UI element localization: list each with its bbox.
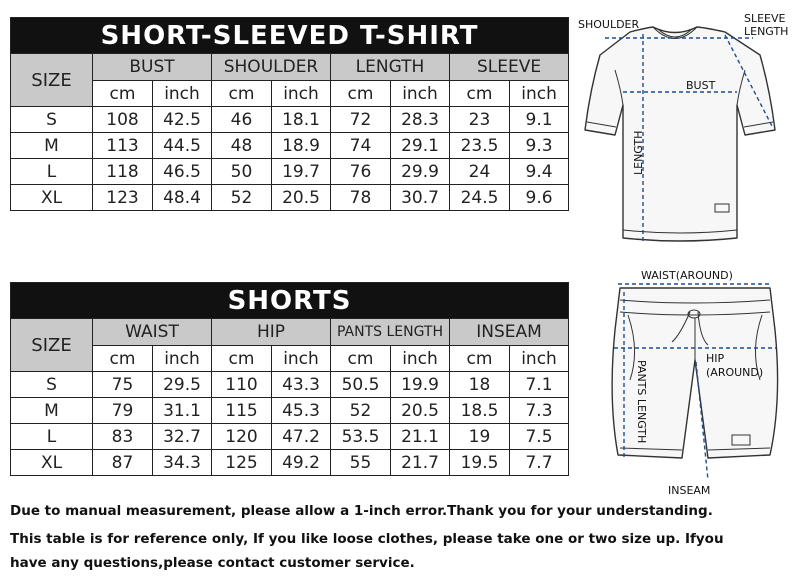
- value-cell: 115: [212, 398, 272, 424]
- value-cell: 23: [450, 107, 510, 133]
- shorts-unit: inch: [153, 346, 212, 372]
- value-cell: 21.1: [391, 424, 450, 450]
- value-cell: 48.4: [153, 185, 212, 211]
- value-cell: 72: [331, 107, 391, 133]
- value-cell: 78: [331, 185, 391, 211]
- shorts-group-waist: WAIST: [93, 319, 212, 346]
- value-cell: 29.1: [391, 133, 450, 159]
- hip-label-2: (AROUND): [706, 366, 764, 379]
- tshirt-group-bust: BUST: [93, 54, 212, 81]
- size-cell: L: [11, 424, 93, 450]
- value-cell: 19.9: [391, 372, 450, 398]
- value-cell: 49.2: [272, 450, 331, 476]
- value-cell: 44.5: [153, 133, 212, 159]
- tshirt-unit: cm: [93, 81, 153, 107]
- shorts-unit: cm: [212, 346, 272, 372]
- value-cell: 20.5: [391, 398, 450, 424]
- shoulder-label: SHOULDER: [578, 18, 640, 31]
- value-cell: 18.9: [272, 133, 331, 159]
- value-cell: 7.5: [510, 424, 569, 450]
- tshirt-unit: cm: [450, 81, 510, 107]
- shorts-unit: inch: [272, 346, 331, 372]
- shorts-table-title: SHORTS: [11, 283, 569, 319]
- value-cell: 53.5: [331, 424, 391, 450]
- value-cell: 123: [93, 185, 153, 211]
- value-cell: 9.4: [510, 159, 569, 185]
- shorts-group-hip: HIP: [212, 319, 331, 346]
- tshirt-unit: inch: [510, 81, 569, 107]
- value-cell: 7.3: [510, 398, 569, 424]
- value-cell: 79: [93, 398, 153, 424]
- value-cell: 9.3: [510, 133, 569, 159]
- shorts-unit: cm: [450, 346, 510, 372]
- shorts-size-table: [10, 282, 569, 476]
- value-cell: 50: [212, 159, 272, 185]
- shorts-row-xl: [11, 450, 569, 476]
- waist-label: WAIST(AROUND): [641, 269, 733, 282]
- value-cell: 45.3: [272, 398, 331, 424]
- pants-length-label: PANTS LENGTH: [635, 360, 648, 444]
- tshirt-group-shoulder: SHOULDER: [212, 54, 331, 81]
- value-cell: 55: [331, 450, 391, 476]
- value-cell: 32.7: [153, 424, 212, 450]
- shorts-unit: cm: [93, 346, 153, 372]
- value-cell: 110: [212, 372, 272, 398]
- shorts-unit: inch: [510, 346, 569, 372]
- tshirt-row-l: [11, 159, 569, 185]
- tshirt-unit: inch: [272, 81, 331, 107]
- shorts-group-inseam: INSEAM: [450, 319, 569, 346]
- value-cell: 113: [93, 133, 153, 159]
- value-cell: 20.5: [272, 185, 331, 211]
- shorts-row-l: [11, 424, 569, 450]
- value-cell: 76: [331, 159, 391, 185]
- value-cell: 29.5: [153, 372, 212, 398]
- bust-label: BUST: [686, 79, 716, 92]
- value-cell: 125: [212, 450, 272, 476]
- value-cell: 21.7: [391, 450, 450, 476]
- value-cell: 47.2: [272, 424, 331, 450]
- value-cell: 42.5: [153, 107, 212, 133]
- value-cell: 87: [93, 450, 153, 476]
- value-cell: 7.7: [510, 450, 569, 476]
- value-cell: 30.7: [391, 185, 450, 211]
- shorts-diagram: [600, 270, 800, 495]
- value-cell: 9.1: [510, 107, 569, 133]
- note-line-2: This table is for reference only, If you like loose clothes, please take one or two size up. Ifyou: [10, 531, 724, 547]
- value-cell: 75: [93, 372, 153, 398]
- value-cell: 18.1: [272, 107, 331, 133]
- value-cell: 24: [450, 159, 510, 185]
- hip-label-1: HIP: [706, 352, 725, 365]
- value-cell: 28.3: [391, 107, 450, 133]
- tshirt-size-table: [10, 17, 569, 211]
- tshirt-group-sleeve: SLEEVE: [450, 54, 569, 81]
- value-cell: 83: [93, 424, 153, 450]
- shorts-group-pants-length: PANTS LENGTH: [331, 319, 450, 346]
- tshirt-unit: inch: [153, 81, 212, 107]
- shorts-size-header: SIZE: [11, 319, 93, 372]
- tshirt-row-s: [11, 107, 569, 133]
- value-cell: 50.5: [331, 372, 391, 398]
- tshirt-group-length: LENGTH: [331, 54, 450, 81]
- shorts-row-m: [11, 398, 569, 424]
- size-cell: S: [11, 107, 93, 133]
- value-cell: 7.1: [510, 372, 569, 398]
- shorts-row-s: [11, 372, 569, 398]
- size-cell: M: [11, 398, 93, 424]
- size-cell: L: [11, 159, 93, 185]
- value-cell: 118: [93, 159, 153, 185]
- value-cell: 48: [212, 133, 272, 159]
- inseam-label: INSEAM: [668, 484, 711, 497]
- value-cell: 29.9: [391, 159, 450, 185]
- value-cell: 46: [212, 107, 272, 133]
- note-line-1: Due to manual measurement, please allow a 1-inch error.Thank you for your understanding.: [10, 503, 713, 519]
- value-cell: 23.5: [450, 133, 510, 159]
- value-cell: 18.5: [450, 398, 510, 424]
- value-cell: 52: [212, 185, 272, 211]
- size-cell: XL: [11, 185, 93, 211]
- value-cell: 46.5: [153, 159, 212, 185]
- tshirt-row-xl: [11, 185, 569, 211]
- shorts-unit: cm: [331, 346, 391, 372]
- value-cell: 18: [450, 372, 510, 398]
- note-line-3: have any questions,please contact customer service.: [10, 555, 415, 571]
- value-cell: 34.3: [153, 450, 212, 476]
- length-label: LENGTH: [632, 130, 645, 175]
- value-cell: 19.7: [272, 159, 331, 185]
- value-cell: 31.1: [153, 398, 212, 424]
- sleeve-length-label-1: SLEEVE: [744, 12, 786, 25]
- tshirt-unit: cm: [212, 81, 272, 107]
- tshirt-size-header: SIZE: [11, 54, 93, 107]
- value-cell: 52: [331, 398, 391, 424]
- value-cell: 108: [93, 107, 153, 133]
- tshirt-diagram: [575, 10, 795, 260]
- tshirt-table-title: SHORT-SLEEVED T-SHIRT: [11, 18, 569, 54]
- size-cell: S: [11, 372, 93, 398]
- value-cell: 19.5: [450, 450, 510, 476]
- size-cell: XL: [11, 450, 93, 476]
- value-cell: 43.3: [272, 372, 331, 398]
- value-cell: 74: [331, 133, 391, 159]
- tshirt-unit: cm: [331, 81, 391, 107]
- value-cell: 24.5: [450, 185, 510, 211]
- tshirt-row-m: [11, 133, 569, 159]
- size-cell: M: [11, 133, 93, 159]
- value-cell: 120: [212, 424, 272, 450]
- value-cell: 9.6: [510, 185, 569, 211]
- value-cell: 19: [450, 424, 510, 450]
- sleeve-length-label-2: LENGTH: [744, 25, 789, 38]
- tshirt-unit: inch: [391, 81, 450, 107]
- shorts-unit: inch: [391, 346, 450, 372]
